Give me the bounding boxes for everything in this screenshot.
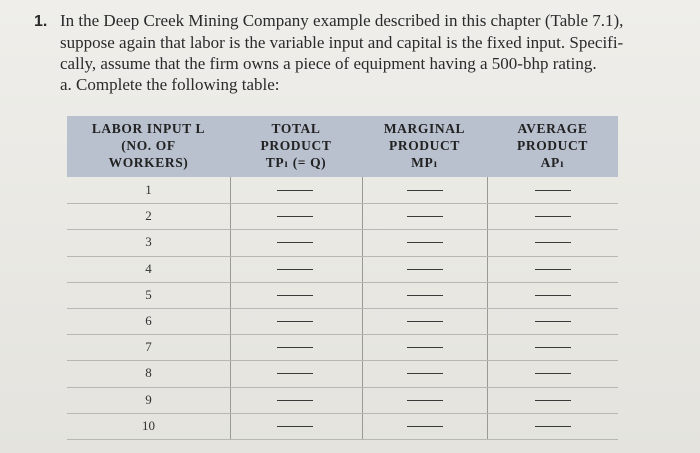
answer-blank <box>407 295 443 296</box>
answer-blank <box>407 269 443 270</box>
answer-blank <box>535 190 571 191</box>
question-number: 1. <box>34 13 48 30</box>
table-row <box>67 229 618 256</box>
labor-input-value: 3 <box>145 234 152 250</box>
answer-blank <box>407 347 443 348</box>
header-labor-input <box>67 120 230 171</box>
answer-blank <box>277 216 313 217</box>
production-table <box>67 116 618 439</box>
table-row <box>67 308 618 335</box>
labor-input-value: 5 <box>145 286 152 302</box>
answer-blank <box>407 242 443 243</box>
header-marginal-product <box>362 120 487 171</box>
question-block <box>34 10 684 95</box>
answer-blank <box>535 400 571 401</box>
answer-blank <box>535 321 571 322</box>
header-average-line3: APₗ <box>540 155 565 170</box>
answer-blank <box>535 216 571 217</box>
table-body <box>67 177 618 439</box>
labor-input-value: 7 <box>145 339 152 355</box>
question-line-3: cally, assume that the firm owns a piece of equipment having a 500-bhp rating. <box>60 54 597 73</box>
labor-input-value: 10 <box>142 417 155 433</box>
answer-blank <box>277 269 313 270</box>
labor-input-value: 9 <box>145 391 152 407</box>
labor-input-value: 8 <box>145 365 152 381</box>
header-labor-line3: WORKERS) <box>108 155 189 170</box>
answer-blank <box>277 321 313 322</box>
table-row <box>67 282 618 309</box>
answer-blank <box>535 295 571 296</box>
answer-blank <box>277 373 313 374</box>
table-row <box>67 256 618 283</box>
question-text-1: In the Deep Creek Mining Company example described in this chapter (Table 7.1), <box>60 11 624 30</box>
answer-blank <box>535 426 571 427</box>
answer-blank <box>535 373 571 374</box>
answer-blank <box>407 321 443 322</box>
answer-blank <box>407 216 443 217</box>
header-labor-line2: (NO. OF <box>121 138 176 153</box>
header-average-line2: PRODUCT <box>517 138 588 153</box>
header-marginal-line3: MPₗ <box>411 155 438 170</box>
table-row <box>67 413 618 440</box>
answer-blank <box>407 400 443 401</box>
answer-blank <box>277 400 313 401</box>
answer-blank <box>277 426 313 427</box>
header-marginal-line2: PRODUCT <box>389 138 460 153</box>
labor-input-value: 2 <box>145 208 152 224</box>
header-total-line1: TOTAL <box>271 121 321 136</box>
answer-blank <box>535 347 571 348</box>
header-average-product <box>487 120 618 171</box>
table-row <box>67 203 618 230</box>
answer-blank <box>277 190 313 191</box>
header-average-line1: AVERAGE <box>517 121 588 136</box>
header-total-product <box>230 120 362 171</box>
labor-input-value: 4 <box>145 260 152 276</box>
header-total-line3: TPₗ (= Q) <box>265 155 327 170</box>
question-line-1 <box>34 10 684 32</box>
header-labor-line1: LABOR INPUT L <box>91 121 206 136</box>
table-row <box>67 387 618 414</box>
answer-blank <box>407 190 443 191</box>
answer-blank <box>277 347 313 348</box>
sub-question-a: a. Complete the following table: <box>60 75 280 94</box>
labor-input-value: 1 <box>145 182 152 197</box>
answer-blank <box>535 269 571 270</box>
answer-blank <box>277 295 313 296</box>
table-header <box>67 116 618 177</box>
answer-blank <box>407 373 443 374</box>
answer-blank <box>407 426 443 427</box>
table-row <box>67 360 618 387</box>
table-row <box>67 334 618 361</box>
table-row <box>67 177 618 204</box>
answer-blank <box>277 242 313 243</box>
header-marginal-line1: MARGINAL <box>383 121 466 136</box>
header-total-line2: PRODUCT <box>260 138 332 153</box>
answer-blank <box>535 242 571 243</box>
question-line-2: suppose again that labor is the variable input and capital is the fixed input. Specifi- <box>60 33 624 52</box>
labor-input-value: 6 <box>145 313 152 328</box>
